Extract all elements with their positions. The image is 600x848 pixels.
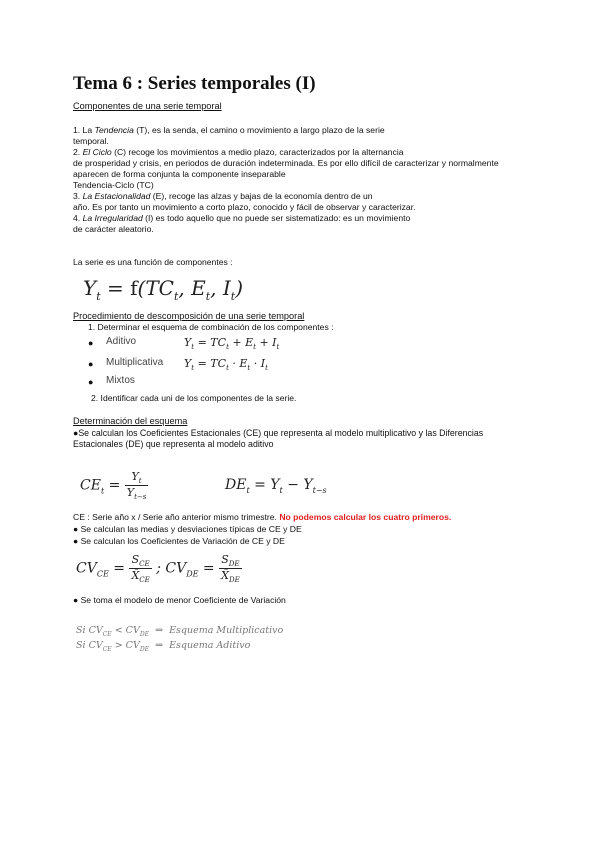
formula-multiplicativa: $Y_t = TC_t \cdot E_t \cdot I_t$ [184, 357, 268, 373]
rule-multiplicativo: Si $CV_{CE} < CV_{DE}$ ⇒ Esquema Multiplicativo [76, 625, 284, 638]
bullet-aditivo: Aditivo [106, 336, 137, 347]
formula-cv: $CV_{CE}$ = $\frac{S_{CE}}{X̄_{CE}}$ ; $CV_{DE}$ = $\frac{S_{DE}}{X̄_{DE}}$ [76, 553, 240, 585]
section-heading-schema: Determinación del esquema [73, 416, 188, 426]
bullet-menor-cv: ● Se toma el modelo de menor Coeficiente de Variación [73, 595, 286, 605]
formula-ce: $CE_t$ = $\frac{Y_t}{Y_{t-s}}$ [80, 470, 147, 502]
paragraph-coeficientes: ●Se calculan los Coeficientes Estacionales (CE) que representa al modelo multiplicativo y las Diferencias Estacionales (DE) que representa al modelo aditivo [73, 428, 484, 449]
rule-aditivo: Si $CV_{CE} > CV_{DE}$ ⇒ Esquema Aditivo [76, 640, 251, 653]
function-intro: La serie es una función de componentes : [73, 257, 233, 267]
section-heading-components: Componentes de una serie temporal [73, 101, 222, 111]
bullet-dot: ● [88, 359, 94, 369]
step-2: 2. Identificar cada uni de los componentes de la serie. [91, 393, 297, 403]
formula-aditivo: $Y_t = TC_t + E_t + I_t$ [184, 336, 280, 352]
main-formula: $Y_t = f(TC_t$, $E_t$, $I_t$) [83, 276, 243, 303]
page-title: Tema 6 : Series temporales (I) [73, 73, 316, 94]
section-heading-procedure: Procedimiento de descomposición de una serie temporal [73, 311, 305, 321]
bullet-medias: ● Se calculan las medias y desviaciones típicas de CE y DE [73, 524, 302, 534]
paragraph-tendencia: 1. La Tendencia (T), es la senda, el camino o movimiento a largo plazo de la serie temporal. 2. El Ciclo (C) recoge los movimientos a medio plazo, caracterizados por la alternancia de prosperidad y crisis, en periodos de duración indeterminada. Es por ello difícil de caracterizar y normalmente aparecen de forma conjunta la componente inseparable Tendencia-Ciclo (TC) 3. La Estacionalidad (E), recoge las alzas y bajas de la economía dentro de un año. Es por tanto un movimiento a corto plazo, conocido y fácil de observar y caracterizar. 4. La Irregularidad (I) es todo aquello que no puede ser sistematizado: es un movimiento de carácter aleatorio. [73, 125, 499, 234]
formula-de: $DE_t = Y_t - Y_{t-s}$ [225, 477, 327, 495]
note-ce: CE : Serie año x / Serie año anterior mismo trimestre. No podemos calcular los cuatro primeros. [73, 512, 452, 522]
bullet-multiplicativa: Multiplicativa [106, 357, 164, 368]
bullet-mixtos: Mixtos [106, 375, 135, 386]
bullet-dot: ● [88, 338, 94, 348]
bullet-dot: ● [88, 377, 94, 387]
bullet-coef-variacion: ● Se calculan los Coeficientes de Variación de CE y DE [73, 536, 285, 546]
step-1: 1. Determinar el esquema de combinación de los componentes : [88, 322, 334, 332]
